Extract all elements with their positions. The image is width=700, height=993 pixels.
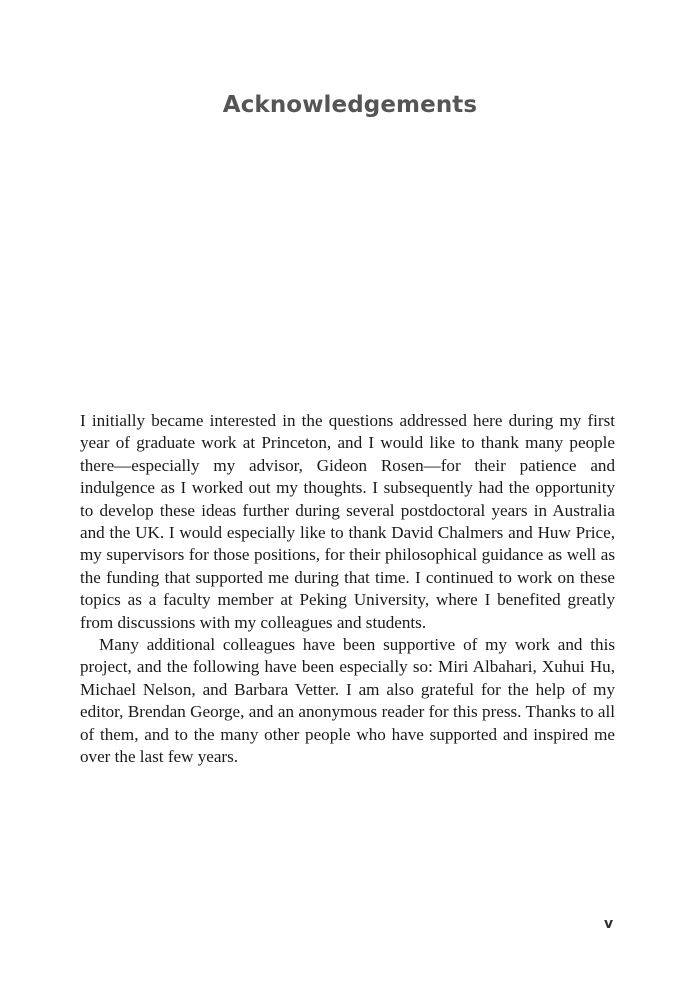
page-title: Acknowledgements xyxy=(222,92,478,118)
paragraph-1: I initially became interested in the questions addressed here during my first year of graduate work at Princeton, and I would like to thank many people there—especially my advisor, Gideon Rosen—for their patience and indulgence as I worked out my thoughts. I subsequently had the opportunity to develop these ideas further during several postdoctoral years in Australia and the UK. I would especially like to thank David Chalmers and Huw Price, my supervisors for those positions, for their philosophical guidance as well as the funding that supported me during that time. I continued to work on these topics as a faculty member at Peking University, where I benefited greatly from discussions with my colleagues and students. xyxy=(80,411,615,632)
page-number: v xyxy=(604,916,614,932)
acknowledgements-body xyxy=(80,410,615,769)
paragraph-2: Many additional colleagues have been supportive of my work and this project, and the following have been especially so: Miri Albahari, Xuhui Hu, Michael Nelson, and Barbara Vetter. I am also grateful for the help of my editor, Brendan George, and an anonymous reader for this press. Thanks to all of them, and to the many other people who have supported and inspired me over the last few years. xyxy=(80,635,615,767)
